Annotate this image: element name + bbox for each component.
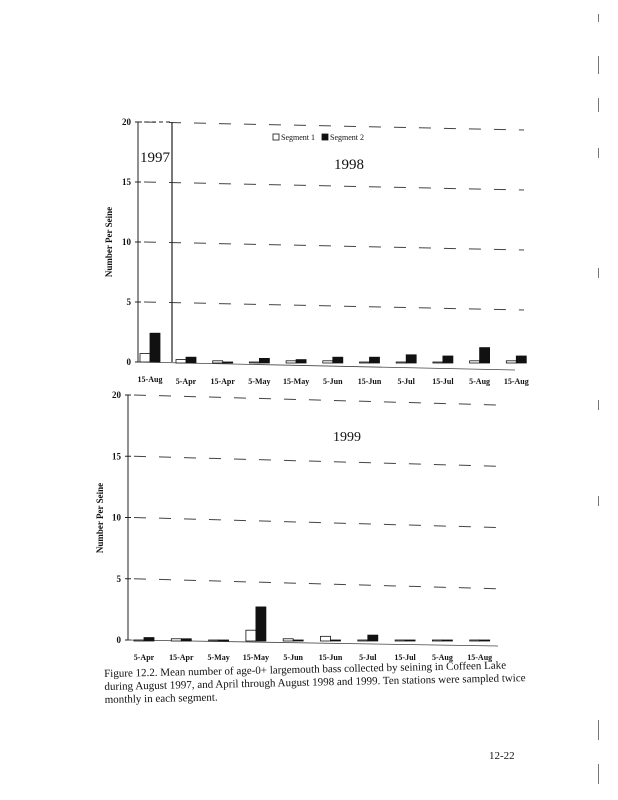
y-tick-label: 15 [112,451,121,462]
y-tick-label: 0 [126,357,131,367]
x-tick-label: 15-Apr [210,377,235,386]
panel-label-1999: 1999 [333,430,361,445]
bar-segment-1 [213,361,223,363]
bar-segment-2 [219,640,229,641]
y-tick-label: 5 [126,297,131,307]
x-tick-label: 15-May [242,653,270,662]
bar-segment-1 [171,639,181,641]
y-tick-label: 0 [116,635,121,645]
bar-segment-2 [516,356,526,363]
y-tick-label: 20 [112,390,121,400]
top-chart-1997-1998 [104,117,529,386]
gridline [134,518,498,528]
bar-segment-1 [134,640,144,641]
bar-segment-2 [256,607,266,641]
x-tick-label: 5-Apr [133,653,155,662]
x-tick-label: 5-Aug [431,653,453,662]
gridline [134,395,498,405]
bar-segment-2 [480,348,490,363]
figure-caption: Figure 12.2. Mean number of age-0+ largemouth bass collected by seining in Coffeen Lake during August 1997, and April through August 1998 and 1999. Ten stations were sampled twice monthly in each segment. [104,659,526,706]
bar-segment-2 [296,360,306,363]
bar-segment-2 [480,640,490,641]
x-tick-label: 15-Aug [503,377,529,386]
panel-label-1998: 1998 [334,157,364,173]
bar-segment-2 [259,358,269,363]
legend-swatch-segment-2 [322,134,328,140]
bar-segment-2 [443,356,453,363]
x-tick-label: 5-Jun [323,377,343,386]
bar-segment-1 [470,361,480,363]
gridline [144,242,524,250]
x-tick-label: 15-Aug [467,653,493,662]
gridline [144,182,524,190]
bar-segment-1 [321,636,331,641]
bar-segment-2 [144,638,154,641]
bottom-chart-1999 [95,390,498,662]
x-tick-label: 15-Jun [357,377,382,386]
bar-segment-1 [432,640,442,641]
bar-segment-2 [223,362,233,363]
bar-segment-1 [249,362,259,363]
y-tick-label: 10 [122,237,131,247]
bar-segment-1 [176,360,186,363]
x-tick-label: 5-May [207,653,230,662]
gridline [144,302,524,310]
bar-segment-1 [283,639,293,641]
bar-segment-2 [181,639,191,641]
y-tick-label: 5 [116,573,121,584]
x-tick-label: 15-Apr [169,653,194,662]
y-tick-label: 10 [112,512,121,523]
bar-segment-1 [396,362,406,363]
bar-segment-1 [246,630,256,641]
gridline [134,456,498,466]
page-number: 12-22 [489,750,515,762]
x-tick-label: 5-May [248,377,271,386]
bar-segment-1 [433,362,443,363]
bar-segment-2 [405,640,415,641]
bar-segment-2 [293,640,303,641]
panel-label-1997: 1997 [140,150,170,166]
x-tick-label: 5-Jul [397,377,415,386]
bar-segment-2 [150,333,160,362]
x-tick-label: 5-Jun [283,653,303,662]
bar-segment-2 [331,640,341,641]
bar-segment-2 [442,640,452,641]
bar-segment-1 [358,640,368,641]
bar-segment-1 [360,362,370,363]
gridline [144,122,524,130]
bar-segment-2 [333,357,343,363]
bar-segment-2 [186,357,196,363]
bar-segment-1 [470,640,480,641]
bar-segment-1 [506,361,516,363]
x-tick-label: 15-Jun [318,653,343,662]
legend-label-segment-2: Segment 2 [330,133,364,142]
legend-label-segment-1: Segment 1 [281,133,315,142]
bar-segment-1 [323,361,333,363]
bar-segment-1 [395,640,405,641]
x-tick-label: 5-Apr [175,377,197,386]
legend-swatch-segment-1 [273,134,279,140]
bar-segment-1 [209,640,219,641]
legend [273,133,364,142]
y-tick-label: 15 [122,177,131,187]
x-tick-label: 15-May [282,377,310,386]
y-axis-label: Number Per Seine [104,206,114,278]
x-tick-label: 15-Aug [137,375,163,384]
bar-segment-2 [370,357,380,363]
scan-edge-marks [598,0,602,800]
bar-segment-1 [140,354,150,362]
bar-segment-2 [406,355,416,363]
bar-segment-1 [286,361,296,363]
y-tick-label: 20 [122,117,131,127]
y-axis-label: Number Per Seine [95,482,105,554]
bar-segment-2 [368,635,378,641]
x-tick-label: 15-Jul [432,377,454,386]
x-tick-label: 5-Jul [359,653,377,662]
x-tick-label: 5-Aug [469,377,491,386]
gridline [134,579,498,589]
x-tick-label: 15-Jul [394,653,416,662]
